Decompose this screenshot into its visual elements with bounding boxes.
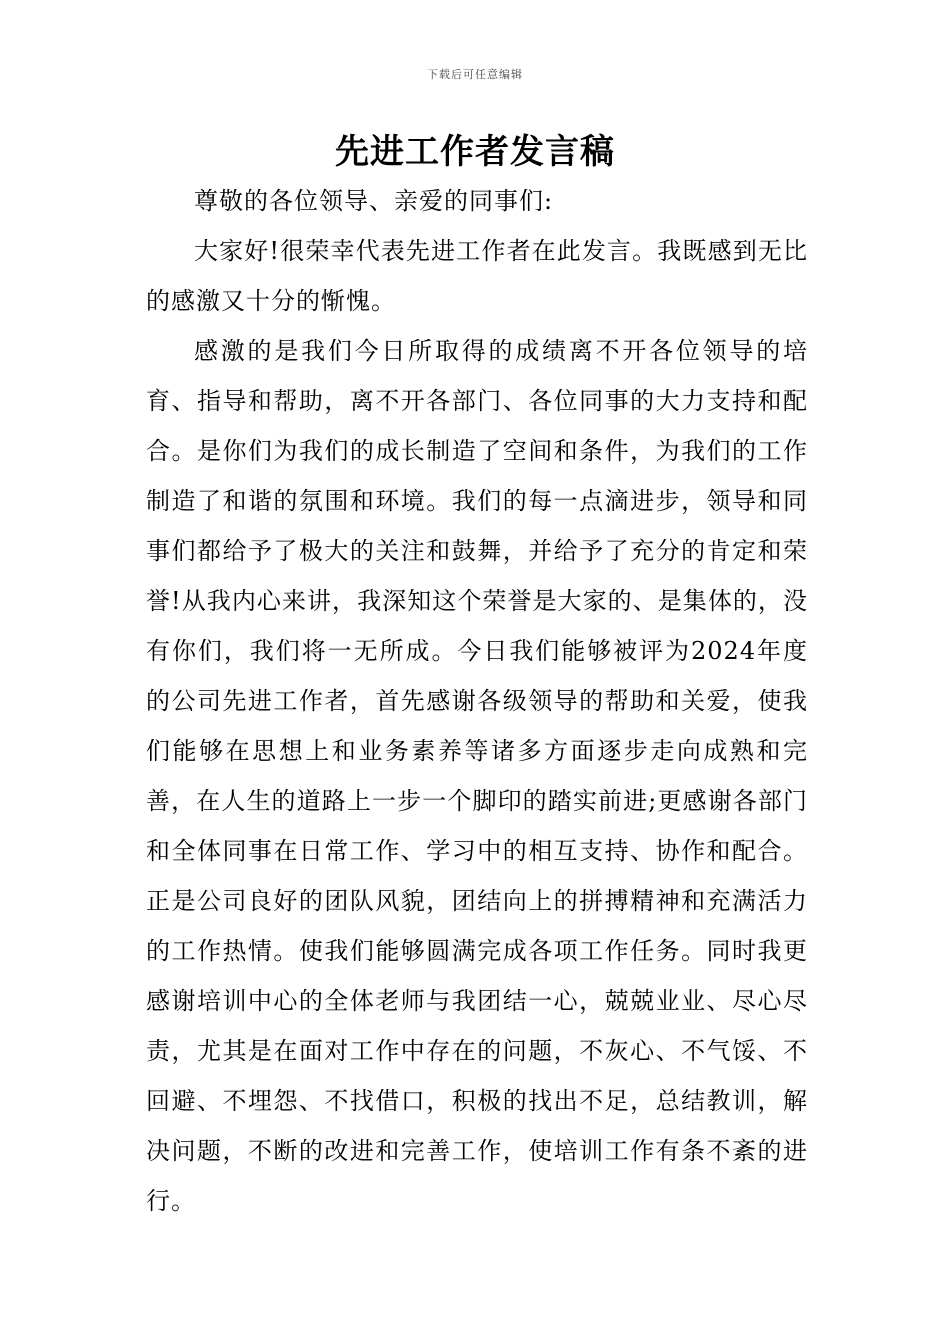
gratitude-paragraph: 感激的是我们今日所取得的成绩离不开各位领导的培育、指导和帮助，离不开各部门、各位同事的大力支持和配合。是你们为我们的成长制造了空间和条件，为我们的工作制造了和谐的氛围和环境。我们的每一点滴进步，领导和同事们都给予了极大的关注和鼓舞，并给予了充分的肯定和荣誉!从我内心来讲，我深知这个荣誉是大家的、是集体的，没有你们，我们将一无所成。今日我们能够被评为2024年度的公司先进工作者，首先感谢各级领导的帮助和关爱，使我们能够在思想上和业务素养等诸多方面逐步走向成熟和完善，在人生的道路上一步一个脚印的踏实前进;更感谢各部门和全体同事在日常工作、学习中的相互支持、协作和配合。正是公司良好的团队风貌，团结向上的拼搏精神和充满活力的工作热情。使我们能够圆满完成各项工作任务。同时我更感谢培训中心的全体老师与我团结一心，兢兢业业、尽心尽责，尤其是在面对工作中存在的问题，不灰心、不气馁、不回避、不埋怨、不找借口，积极的找出不足，总结教训，解决问题，不断的改进和完善工作，使培训工作有条不紊的进行。 <box>146 337 808 1215</box>
greeting-paragraph: 大家好!很荣幸代表先进工作者在此发言。我既感到无比的感激又十分的惭愧。 <box>146 237 808 315</box>
header-note: 下载后可任意编辑 <box>427 68 523 81</box>
document-title: 先进工作者发言稿 <box>335 132 615 172</box>
document-body <box>146 176 808 1226</box>
salutation-paragraph: 尊敬的各位领导、亲爱的同事们: <box>194 187 554 215</box>
